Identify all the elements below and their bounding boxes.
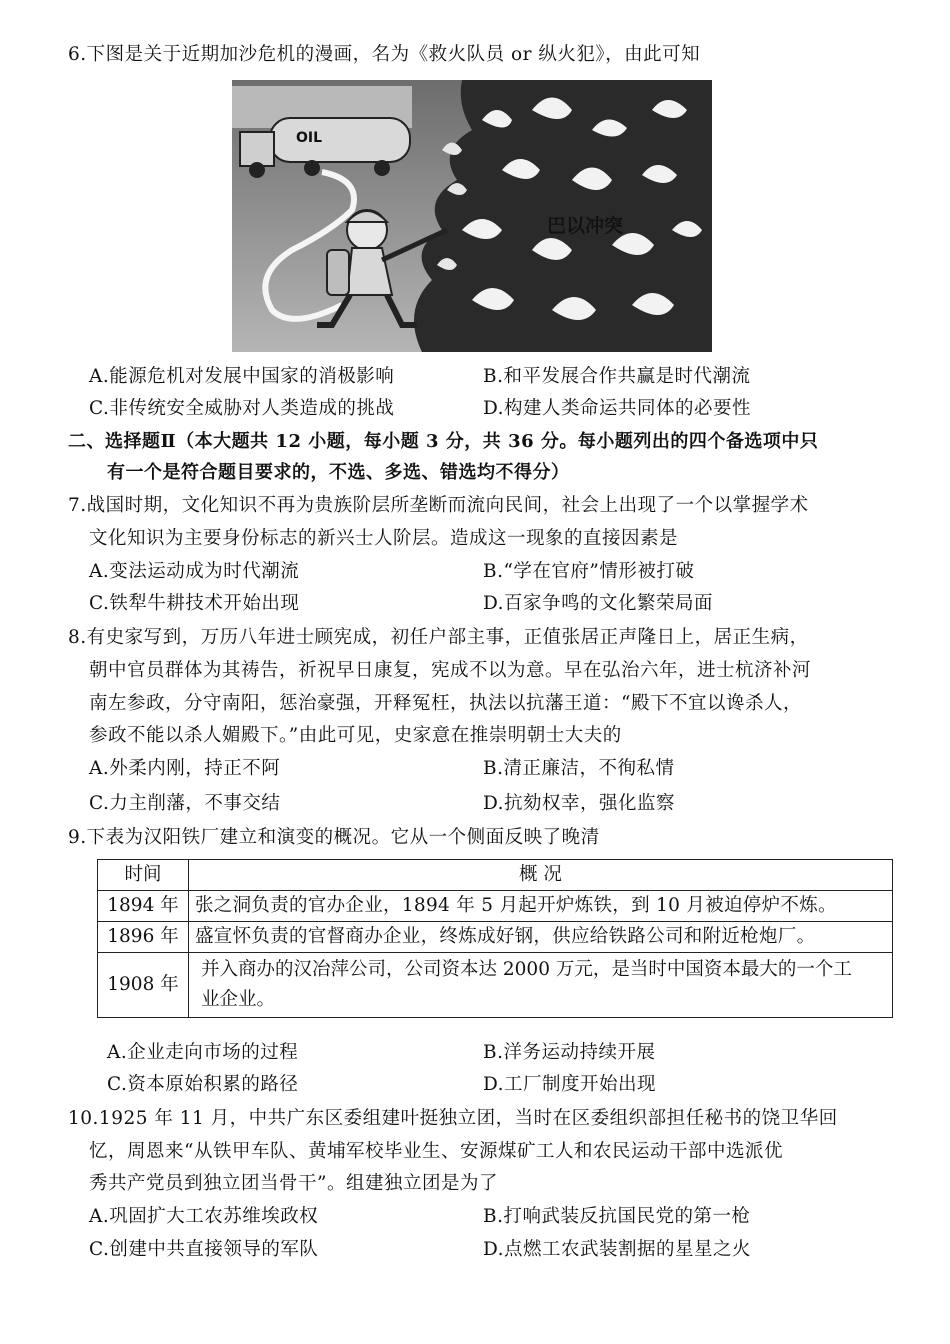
q9-option-a: A.企业走向市场的过程: [107, 1042, 299, 1063]
q8-option-d: D.抗劾权幸，强化监察: [483, 793, 676, 814]
q8-stem-line1: 8.有史家写到，万历八年进士顾宪成，初任户部主事，正值张居正声隆日上，居正生病，: [68, 627, 809, 648]
q10-stem-line1: 10.1925 年 11 月，中共广东区委组建叶挺独立团，当时在区委组织部担任秘书的饶卫华回: [68, 1108, 838, 1129]
q8-option-a: A.外柔内刚，持正不阿: [89, 758, 281, 779]
table-cell-desc: 张之洞负责的官办企业，1894 年 5 月起开炉炼铁，到 10 月被迫停炉不炼。: [189, 891, 893, 922]
q6-option-a: A.能源危机对发展中国家的消极影响: [89, 366, 395, 387]
q7-stem-line2: 文化知识为主要身份标志的新兴士人阶层。造成这一现象的直接因素是: [89, 528, 679, 549]
table-row: [98, 891, 893, 922]
q8-stem-line2: 朝中官员群体为其祷告，祈祝早日康复，宪成不以为意。早在弘治六年，进士杭济补河: [89, 660, 812, 681]
q7-option-c: C.铁犁牛耕技术开始出现: [89, 593, 300, 614]
table-header-time: 时间: [98, 860, 189, 891]
q10-option-a: A.巩固扩大工农苏维埃政权: [89, 1206, 319, 1227]
cartoon-image: [232, 80, 712, 352]
table-cell-year: 1896 年: [98, 922, 189, 953]
q10-option-b: B.打响武装反抗国民党的第一枪: [483, 1206, 751, 1227]
section2-heading-line1: 二、选择题Ⅱ（本大题共 12 小题，每小题 3 分，共 36 分。每小题列出的四个备选项中只: [68, 431, 819, 452]
truck-label: OIL: [296, 130, 323, 146]
q8-option-c: C.力主削藩，不事交结: [89, 793, 281, 814]
fire-label: 巴以冲突: [547, 215, 624, 237]
q6-option-c: C.非传统安全威胁对人类造成的挑战: [89, 398, 395, 419]
q9-stem: 9.下表为汉阳铁厂建立和演变的概况。它从一个侧面反映了晚清: [68, 827, 600, 848]
table-cell-year: 1908 年: [98, 953, 189, 1018]
q7-option-d: D.百家争鸣的文化繁荣局面: [483, 593, 714, 614]
q7-stem-line1: 7.战国时期，文化知识不再为贵族阶层所垄断而流向民间，社会上出现了一个以掌握学术: [68, 495, 809, 516]
table-row: [98, 922, 893, 953]
q10-option-c: C.创建中共直接领导的军队: [89, 1239, 319, 1260]
section2-heading-line2: 有一个是符合题目要求的，不选、多选、错选均不得分）: [107, 462, 570, 483]
table-cell-desc: 并入商办的汉冶萍公司，公司资本达 2000 万元，是当时中国资本最大的一个工业企业。: [189, 953, 893, 1018]
q9-option-d: D.工厂制度开始出现: [483, 1074, 657, 1095]
table-cell-desc: 盛宣怀负责的官督商办企业，终炼成好钢，供应给铁路公司和附近枪炮厂。: [189, 922, 893, 953]
table-row: [98, 953, 893, 1018]
q9-option-c: C.资本原始积累的路径: [107, 1074, 299, 1095]
q8-stem-line4: 参政不能以杀人媚殿下。”由此可见，史家意在推崇明朝士大夫的: [89, 725, 622, 746]
table-header-row: [98, 860, 893, 891]
q10-option-d: D.点燃工农武装割据的星星之火: [483, 1239, 752, 1260]
q9-option-b: B.洋务运动持续开展: [483, 1042, 656, 1063]
q10-stem-line3: 秀共产党员到独立团当骨干”。组建独立团是为了: [89, 1173, 498, 1194]
table-header-desc: 概 况: [189, 860, 893, 891]
q6-stem: 6.下图是关于近期加沙危机的漫画，名为《救火队员 or 纵火犯》，由此可知: [68, 44, 701, 65]
q7-option-b: B.“学在官府”情形被打破: [483, 561, 695, 582]
q8-stem-line3: 南左参政，分守南阳，惩治豪强，开释冤枉，执法以抗藩王道：“殿下不宜以谗杀人，: [89, 693, 802, 714]
q6-option-d: D.构建人类命运共同体的必要性: [483, 398, 752, 419]
q8-option-b: B.清正廉洁，不徇私情: [483, 758, 675, 779]
ironworks-table: [97, 859, 893, 1018]
q6-option-b: B.和平发展合作共赢是时代潮流: [483, 366, 751, 387]
q10-stem-line2: 忆，周恩来“从铁甲车队、黄埔军校毕业生、安源煤矿工人和农民运动干部中选派优: [89, 1141, 783, 1162]
table-cell-year: 1894 年: [98, 891, 189, 922]
q7-option-a: A.变法运动成为时代潮流: [89, 561, 300, 582]
